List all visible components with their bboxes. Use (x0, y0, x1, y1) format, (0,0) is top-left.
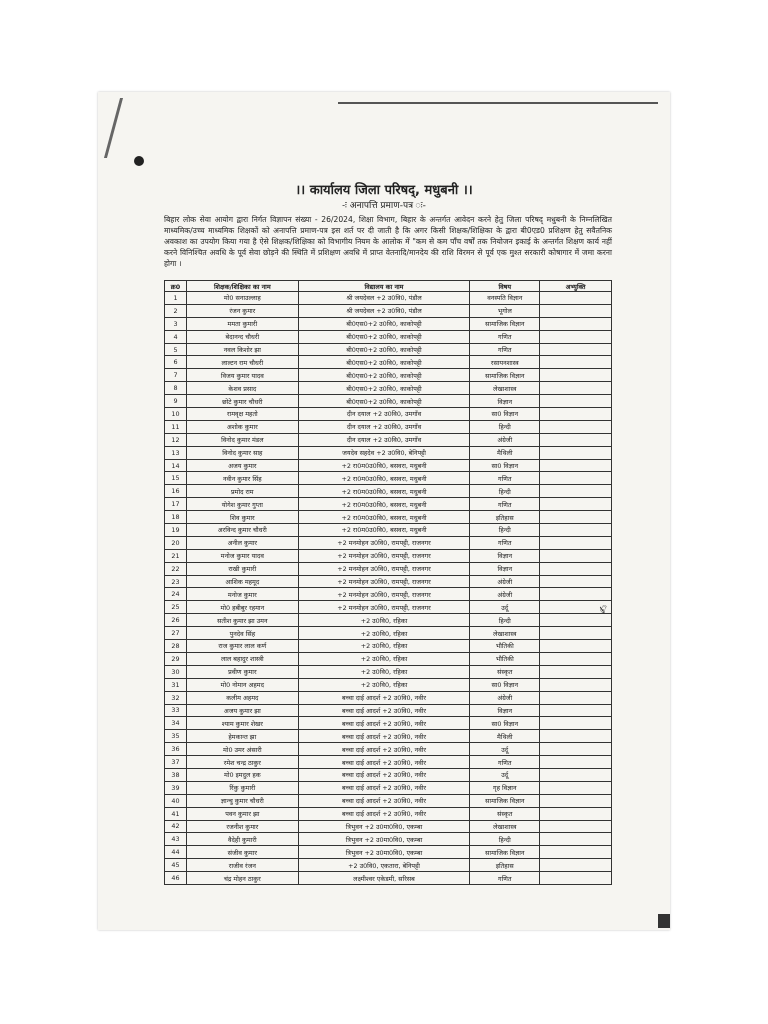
cell-serial: 2 (165, 304, 187, 317)
body-paragraph: बिहार लोक सेवा आयोग द्वारा निर्गत विज्ञापन संख्या - 26/2024, शिक्षा विभाग, बिहार के अन्तर्गत आवेदन करने हेतु जिला परिषद् मधुबनी के निम्नलिखित माध्यमिक/उच्च माध्यमिक शिक्षकों को अनापत्ति प्रमाण-पत्र इस शर्त पर दी जाती है कि अगर किसी शिक्षक/शिक्षिका के द्वारा बी0एड0 प्रशिक्षण हेतु सवैतनिक अवकाश का उपयोग किया गया है ऐसे शिक्षक/शिक्षिका को विभागीय नियम के आलोक में "कम से कम पाँच वर्षों तक नियोजन इकाई के अन्तर्गत शिक्षण कार्य नहीं करने विनिश्चित अवधि के पूर्व सेवा छोड़ने की स्थिति में प्रशिक्षण अवधि में प्राप्त वेतनादि/मानदेय की राशि विरमन से पूर्व एक मुश्त सरकारी कोषागार में जमा करना होगा । (164, 215, 612, 268)
cell-remarks (540, 691, 612, 704)
cell-subject: अंग्रेजी (470, 433, 540, 446)
cell-serial: 34 (165, 717, 187, 730)
cell-remarks (540, 369, 612, 382)
cell-remarks (540, 859, 612, 872)
cell-subject: लेखाशास्त्र (470, 820, 540, 833)
cell-serial: 33 (165, 704, 187, 717)
document-subtitle: -ः अनापत्ति प्रमाण-पत्र ः- (342, 201, 426, 211)
cell-subject: उर्दू (470, 768, 540, 781)
cell-remarks (540, 588, 612, 601)
cell-subject: हिन्दी (470, 524, 540, 537)
cell-remarks (540, 408, 612, 421)
cell-subject: मैथिली (470, 446, 540, 459)
table-row (165, 382, 612, 395)
cell-school-name: +2 उ0वि0, रहिका (298, 614, 470, 627)
cell-remarks (540, 820, 612, 833)
cell-remarks (540, 343, 612, 356)
cell-subject: हिन्दी (470, 614, 540, 627)
cell-school-name: बच्चा दाई आदर्श +2 उ0वि0, नवीर (298, 756, 470, 769)
cell-subject: सामाजिक विज्ञान (470, 317, 540, 330)
cell-teacher-name: बेदानन्द चौधरी (186, 330, 298, 343)
cell-teacher-name: योगेश कुमार गुप्ता (186, 498, 298, 511)
cell-remarks (540, 485, 612, 498)
cell-subject: सा0 विज्ञान (470, 408, 540, 421)
cell-school-name: +2 रा0म0उ0वि0, बसवरा, मधुबनी (298, 472, 470, 485)
cell-school-name: बी0एस0+2 उ0वि0, काकोपट्टी (298, 317, 470, 330)
cell-teacher-name: पवन कुमार झा (186, 807, 298, 820)
cell-school-name: बच्चा दाई आदर्श +2 उ0वि0, नवीर (298, 730, 470, 743)
cell-teacher-name: ज्ञान्चु कुमार चौधरी (186, 794, 298, 807)
cell-subject: विज्ञान (470, 704, 540, 717)
table-row (165, 588, 612, 601)
cell-remarks (540, 395, 612, 408)
table-row (165, 781, 612, 794)
table-row (165, 794, 612, 807)
cell-teacher-name: चंद्र मोहन ठाकुर (186, 872, 298, 885)
cell-subject: विज्ञान (470, 395, 540, 408)
cell-remarks (540, 768, 612, 781)
cell-school-name: +2 रा0म0उ0वि0, बसवरा, मधुबनी (298, 485, 470, 498)
cell-serial: 20 (165, 536, 187, 549)
cell-subject: सा0 विज्ञान (470, 717, 540, 730)
cell-teacher-name: अशोक कुमार (186, 420, 298, 433)
cell-school-name: +2 रा0म0उ0वि0, बसवरा, मधुबनी (298, 511, 470, 524)
cell-teacher-name: लाल्टन राम चौधरी (186, 356, 298, 369)
scan-edge-mark (658, 914, 670, 928)
cell-teacher-name: आशिक महमूद (186, 575, 298, 588)
cell-subject: भौतिकी (470, 640, 540, 653)
cell-school-name: +2 मनमोहन उ0वि0, रामपट्टी, राजनगर (298, 588, 470, 601)
table-row (165, 678, 612, 691)
cell-school-name: बच्चा दाई आदर्श +2 उ0वि0, नवीर (298, 717, 470, 730)
table-row (165, 549, 612, 562)
cell-subject: गणित (470, 330, 540, 343)
cell-school-name: दीन दयाल +2 उ0वि0, उमगाँव (298, 433, 470, 446)
cell-subject: हिन्दी (470, 833, 540, 846)
cell-subject: इतिहास (470, 859, 540, 872)
cell-remarks (540, 472, 612, 485)
cell-subject: सा0 विज्ञान (470, 459, 540, 472)
table-row (165, 343, 612, 356)
table-row (165, 756, 612, 769)
cell-serial: 16 (165, 485, 187, 498)
cell-teacher-name: राजीव रंजन (186, 859, 298, 872)
cell-teacher-name: मो0 इमदुल हक (186, 768, 298, 781)
cell-remarks (540, 807, 612, 820)
cell-serial: 14 (165, 459, 187, 472)
cell-serial: 3 (165, 317, 187, 330)
cell-remarks (540, 704, 612, 717)
table-row (165, 872, 612, 885)
table-row (165, 717, 612, 730)
cell-school-name: श्री जयदेवल +2 उ0वि0, पंडौल (298, 304, 470, 317)
cell-serial: 22 (165, 562, 187, 575)
table-row (165, 859, 612, 872)
cell-subject: सामाजिक विज्ञान (470, 794, 540, 807)
document-title: ।। कार्यालय जिला परिषद्, मधुबनी ।। (295, 183, 473, 198)
cell-school-name: +2 उ0वि0, रहिका (298, 678, 470, 691)
cell-remarks (540, 756, 612, 769)
cell-teacher-name: वैदेही कुमारी (186, 833, 298, 846)
cell-school-name: बच्चा दाई आदर्श +2 उ0वि0, नवीर (298, 704, 470, 717)
table-row (165, 472, 612, 485)
folded-corner-mark (104, 98, 153, 158)
punch-hole (134, 156, 144, 166)
cell-school-name: बी0एस0+2 उ0वि0, काकोपट्टी (298, 369, 470, 382)
cell-school-name: बच्चा दाई आदर्श +2 उ0वि0, नवीर (298, 768, 470, 781)
cell-teacher-name: रमेश चन्द्र ठाकुर (186, 756, 298, 769)
cell-remarks (540, 717, 612, 730)
cell-school-name: +2 उ0वि0, एकतारा, बेनिपट्टी (298, 859, 470, 872)
cell-remarks (540, 511, 612, 524)
cell-school-name: दीन दयाल +2 उ0वि0, उमगाँव (298, 420, 470, 433)
table-row (165, 768, 612, 781)
cell-serial: 40 (165, 794, 187, 807)
cell-remarks (540, 536, 612, 549)
cell-serial: 4 (165, 330, 187, 343)
cell-serial: 24 (165, 588, 187, 601)
cell-subject: अंग्रेजी (470, 588, 540, 601)
cell-school-name: +2 रा0म0उ0वि0, बसवरा, मधुबनी (298, 459, 470, 472)
cell-subject: गणित (470, 756, 540, 769)
cell-teacher-name: नवल किशोर झा (186, 343, 298, 356)
cell-remarks (540, 743, 612, 756)
cell-subject: लेखाशास्त्र (470, 382, 540, 395)
cell-remarks (540, 794, 612, 807)
cell-teacher-name: रामवृक्ष महतो (186, 408, 298, 421)
cell-serial: 11 (165, 420, 187, 433)
cell-subject: संस्कृत (470, 807, 540, 820)
cell-school-name: त्रिभुवन +2 उ0मा0वि0, एकम्बा (298, 820, 470, 833)
cell-remarks (540, 640, 612, 653)
cell-serial: 18 (165, 511, 187, 524)
cell-remarks (540, 433, 612, 446)
cell-teacher-name: संजीव कुमार (186, 846, 298, 859)
cell-remarks (540, 614, 612, 627)
cell-serial: 41 (165, 807, 187, 820)
cell-teacher-name: अरविन्द कुमार चौधरी (186, 524, 298, 537)
cell-remarks (540, 781, 612, 794)
cell-teacher-name: शिव कुमार (186, 511, 298, 524)
table-row (165, 652, 612, 665)
cell-school-name: त्रिभुवन +2 उ0मा0वि0, एकम्बा (298, 833, 470, 846)
cell-school-name: बी0एस0+2 उ0वि0, काकोपट्टी (298, 395, 470, 408)
cell-school-name: +2 उ0वि0, रहिका (298, 640, 470, 653)
table-row (165, 743, 612, 756)
cell-school-name: बच्चा दाई आदर्श +2 उ0वि0, नवीर (298, 781, 470, 794)
table-row (165, 833, 612, 846)
table-row (165, 459, 612, 472)
cell-serial: 28 (165, 640, 187, 653)
cell-school-name: बच्चा दाई आदर्श +2 उ0वि0, नवीर (298, 794, 470, 807)
cell-teacher-name: अजय कुमार (186, 459, 298, 472)
cell-subject: गणित (470, 343, 540, 356)
cell-remarks (540, 846, 612, 859)
table-row (165, 395, 612, 408)
cell-subject: सा0 विज्ञान (470, 678, 540, 691)
cell-teacher-name: हेमकान्त झा (186, 730, 298, 743)
cell-school-name: त्रिभुवन +2 उ0मा0वि0, एकम्बा (298, 846, 470, 859)
cell-subject: उर्दू (470, 601, 540, 614)
cell-subject: मैथिली (470, 730, 540, 743)
table-row (165, 807, 612, 820)
cell-teacher-name: राखी कुमारी (186, 562, 298, 575)
cell-serial: 36 (165, 743, 187, 756)
cell-school-name: बी0एस0+2 उ0वि0, काकोपट्टी (298, 356, 470, 369)
cell-teacher-name: प्रमोद राम (186, 485, 298, 498)
cell-teacher-name: मनोज कुमार यादव (186, 549, 298, 562)
scan-edge-line (338, 102, 658, 104)
cell-subject: हिन्दी (470, 485, 540, 498)
cell-teacher-name: कलीम अहमद (186, 691, 298, 704)
cell-serial: 10 (165, 408, 187, 421)
cell-school-name: बच्चा दाई आदर्श +2 उ0वि0, नवीर (298, 691, 470, 704)
cell-teacher-name: सतीश कुमार झा उमन (186, 614, 298, 627)
cell-teacher-name: छोटे कुमार चौधरी (186, 395, 298, 408)
cell-school-name: +2 उ0वि0, रहिका (298, 627, 470, 640)
cell-teacher-name: अनील कुमार (186, 536, 298, 549)
cell-school-name: बी0एस0+2 उ0वि0, काकोपट्टी (298, 343, 470, 356)
cell-school-name: +2 उ0वि0, रहिका (298, 652, 470, 665)
cell-remarks (540, 678, 612, 691)
cell-school-name: +2 मनमोहन उ0वि0, रामपट्टी, राजनगर (298, 601, 470, 614)
cell-serial: 25 (165, 601, 187, 614)
cell-serial: 26 (165, 614, 187, 627)
table-body (165, 292, 612, 885)
cell-serial: 44 (165, 846, 187, 859)
cell-teacher-name: रजनीश कुमार (186, 820, 298, 833)
cell-serial: 15 (165, 472, 187, 485)
cell-serial: 38 (165, 768, 187, 781)
cell-school-name: +2 उ0वि0, रहिका (298, 665, 470, 678)
cell-remarks (540, 524, 612, 537)
cell-school-name: बच्चा दाई आदर्श +2 उ0वि0, नवीर (298, 743, 470, 756)
table-row (165, 536, 612, 549)
cell-subject: उर्दू (470, 743, 540, 756)
table-row (165, 524, 612, 537)
table-row (165, 640, 612, 653)
cell-school-name: +2 रा0म0उ0वि0, बसवरा, मधुबनी (298, 524, 470, 537)
cell-remarks (540, 356, 612, 369)
cell-serial: 42 (165, 820, 187, 833)
cell-serial: 46 (165, 872, 187, 885)
cell-teacher-name: विनोद कुमार साह (186, 446, 298, 459)
table-row (165, 665, 612, 678)
cell-serial: 35 (165, 730, 187, 743)
table-row (165, 614, 612, 627)
header-serial: क्र0 (165, 281, 187, 292)
table-row (165, 627, 612, 640)
table-row (165, 304, 612, 317)
cell-subject: वनस्पति विज्ञान (470, 292, 540, 305)
cell-school-name: दीन दयाल +2 उ0वि0, उमगाँव (298, 408, 470, 421)
cell-remarks (540, 317, 612, 330)
cell-remarks (540, 652, 612, 665)
cell-teacher-name: नवीन कुमार सिंह (186, 472, 298, 485)
signature: ✍ (596, 603, 611, 616)
table-row (165, 562, 612, 575)
table-row (165, 601, 612, 614)
cell-teacher-name: रिंकु कुमारी (186, 781, 298, 794)
cell-serial: 12 (165, 433, 187, 446)
cell-serial: 6 (165, 356, 187, 369)
header-subject: विषय (470, 281, 540, 292)
table-row (165, 369, 612, 382)
cell-school-name: +2 रा0म0उ0वि0, बसवरा, मधुबनी (298, 498, 470, 511)
cell-teacher-name: मो0 नोमान अहमद (186, 678, 298, 691)
cell-teacher-name: राज कुमार लाल कर्ण (186, 640, 298, 653)
cell-remarks (540, 382, 612, 395)
cell-subject: विज्ञान (470, 562, 540, 575)
cell-serial: 17 (165, 498, 187, 511)
table-row (165, 820, 612, 833)
scanned-document (98, 92, 670, 930)
cell-serial: 1 (165, 292, 187, 305)
cell-serial: 32 (165, 691, 187, 704)
cell-subject: लेखाशास्त्र (470, 627, 540, 640)
cell-school-name: लक्ष्मीश्वर एकेडमी, सरिसब (298, 872, 470, 885)
cell-remarks (540, 459, 612, 472)
cell-teacher-name: मो0 हबीबुर रहमान (186, 601, 298, 614)
cell-subject: गणित (470, 536, 540, 549)
cell-remarks (540, 562, 612, 575)
cell-serial: 23 (165, 575, 187, 588)
cell-remarks (540, 833, 612, 846)
cell-subject: हिन्दी (470, 420, 540, 433)
cell-school-name: बी0एस0+2 उ0वि0, काकोपट्टी (298, 330, 470, 343)
cell-subject: सामाजिक विज्ञान (470, 846, 540, 859)
cell-serial: 43 (165, 833, 187, 846)
cell-school-name: जयदेव सहदेव +2 उ0वि0, बेनिपट्टी (298, 446, 470, 459)
cell-subject: अंग्रेजी (470, 691, 540, 704)
cell-serial: 39 (165, 781, 187, 794)
cell-subject: अंग्रेजी (470, 575, 540, 588)
cell-school-name: बच्चा दाई आदर्श +2 उ0वि0, नवीर (298, 807, 470, 820)
cell-remarks (540, 730, 612, 743)
table-row (165, 498, 612, 511)
cell-teacher-name: लाल बहादुर शास्त्री (186, 652, 298, 665)
cell-teacher-name: विनोद कुमार मंडल (186, 433, 298, 446)
cell-serial: 9 (165, 395, 187, 408)
table-row (165, 846, 612, 859)
cell-serial: 45 (165, 859, 187, 872)
cell-teacher-name: विजय कुमार यादव (186, 369, 298, 382)
cell-subject: संस्कृत (470, 665, 540, 678)
cell-remarks (540, 498, 612, 511)
cell-remarks (540, 627, 612, 640)
cell-teacher-name: रंजन कुमार (186, 304, 298, 317)
teacher-table (164, 280, 612, 885)
cell-teacher-name: ममता कुमारी (186, 317, 298, 330)
table-row (165, 408, 612, 421)
cell-serial: 29 (165, 652, 187, 665)
table-row (165, 704, 612, 717)
cell-teacher-name: श्याम कुमार शेखर (186, 717, 298, 730)
cell-subject: इतिहास (470, 511, 540, 524)
cell-subject: गृह विज्ञान (470, 781, 540, 794)
table-row (165, 446, 612, 459)
cell-remarks (540, 292, 612, 305)
cell-remarks (540, 420, 612, 433)
cell-subject: भूगोल (470, 304, 540, 317)
table-row (165, 511, 612, 524)
cell-teacher-name: प्रवीण कुमार (186, 665, 298, 678)
cell-serial: 37 (165, 756, 187, 769)
cell-remarks (540, 575, 612, 588)
cell-serial: 31 (165, 678, 187, 691)
cell-serial: 13 (165, 446, 187, 459)
cell-teacher-name: मो0 सनाउल्लाह (186, 292, 298, 305)
cell-subject: सामाजिक विज्ञान (470, 369, 540, 382)
table-row (165, 730, 612, 743)
cell-remarks (540, 549, 612, 562)
cell-subject: भौतिकी (470, 652, 540, 665)
table-row (165, 292, 612, 305)
cell-subject: विज्ञान (470, 549, 540, 562)
cell-subject: गणित (470, 872, 540, 885)
cell-school-name: +2 मनमोहन उ0वि0, रामपट्टी, राजनगर (298, 549, 470, 562)
table-row (165, 691, 612, 704)
cell-serial: 8 (165, 382, 187, 395)
header-teacher-name: शिक्षक/शिक्षिका का नाम (186, 281, 298, 292)
cell-school-name: +2 मनमोहन उ0वि0, रामपट्टी, राजनगर (298, 575, 470, 588)
table-header-row (165, 281, 612, 292)
table-row (165, 420, 612, 433)
table-row (165, 485, 612, 498)
table-row (165, 330, 612, 343)
cell-remarks (540, 872, 612, 885)
cell-teacher-name: अजय कुमार झा (186, 704, 298, 717)
cell-teacher-name: मो0 उमर अंसारी (186, 743, 298, 756)
cell-school-name: +2 मनमोहन उ0वि0, रामपट्टी, राजनगर (298, 562, 470, 575)
cell-remarks (540, 446, 612, 459)
cell-serial: 21 (165, 549, 187, 562)
cell-subject: गणित (470, 498, 540, 511)
cell-serial: 19 (165, 524, 187, 537)
cell-serial: 30 (165, 665, 187, 678)
cell-serial: 7 (165, 369, 187, 382)
cell-school-name: श्री जयदेवल +2 उ0वि0, पंडौल (298, 292, 470, 305)
table-row (165, 317, 612, 330)
table-row (165, 433, 612, 446)
table-row (165, 356, 612, 369)
cell-teacher-name: केशव प्रसाद (186, 382, 298, 395)
cell-school-name: बी0एस0+2 उ0वि0, काकोपट्टी (298, 382, 470, 395)
cell-school-name: +2 मनमोहन उ0वि0, रामपट्टी, राजनगर (298, 536, 470, 549)
table-row (165, 575, 612, 588)
cell-remarks (540, 304, 612, 317)
cell-subject: रसायनशास्त्र (470, 356, 540, 369)
header-school-name: विद्यालय का नाम (298, 281, 470, 292)
header-remarks: अभ्युक्ति (540, 281, 612, 292)
cell-remarks (540, 330, 612, 343)
cell-teacher-name: मनोज कुमार (186, 588, 298, 601)
cell-remarks (540, 665, 612, 678)
cell-subject: गणित (470, 472, 540, 485)
cell-serial: 27 (165, 627, 187, 640)
cell-teacher-name: पुनदेव सिंह (186, 627, 298, 640)
cell-serial: 5 (165, 343, 187, 356)
